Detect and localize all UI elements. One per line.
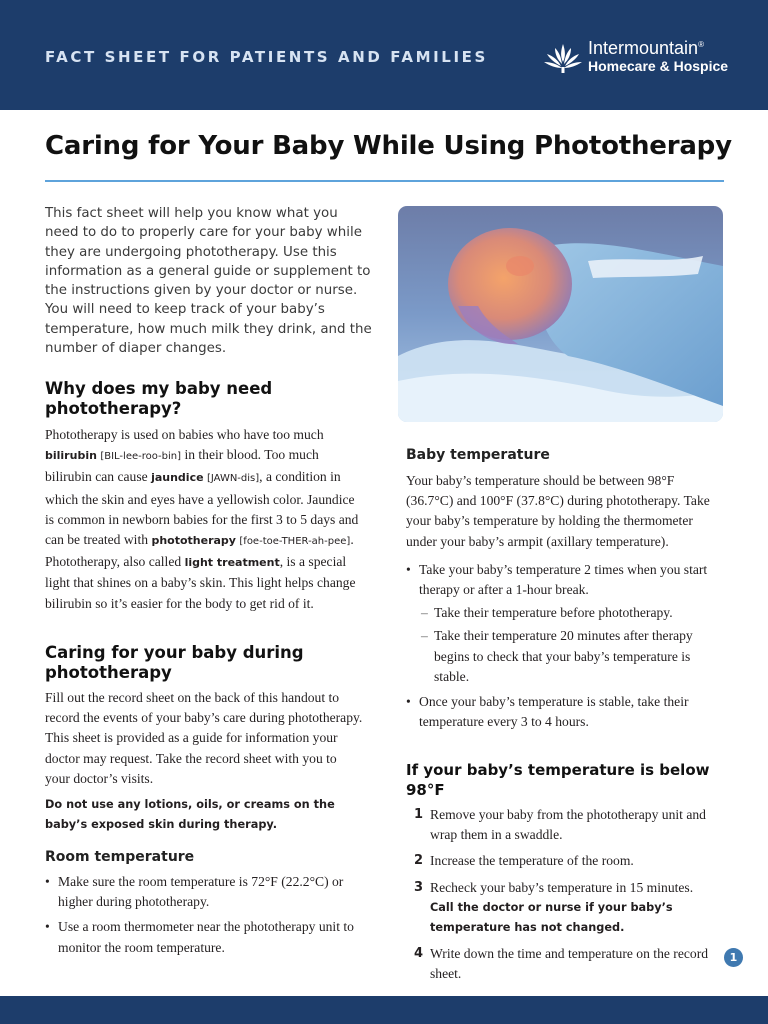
baby-phototherapy-photo (398, 206, 723, 422)
footer-bar (0, 996, 768, 1024)
list-item: 1 Remove your baby from the phototherapy unit and wrap them in a swaddle. (414, 807, 706, 843)
baby-temp-paragraph: Your baby’s temperature should be between 98°F (36.7°C) and 100°F (37.8°C) during phototherapy. Take your baby’s temperature by holding the thermometer under your baby’s armpit (axillary temperature). (406, 473, 710, 549)
baby-temp-section (406, 446, 724, 732)
header-bar (0, 0, 768, 110)
logo-subtitle: Homecare & Hospice (588, 58, 729, 74)
caring-section (45, 643, 365, 835)
page-title: Caring for Your Baby While Using Phototherapy (45, 131, 732, 161)
intro-paragraph: This fact sheet will help you know what you need to do to properly care for your baby while they are undergoing phototherapy. Use this information as a general guide or supplement to the instructions given by your doctor or nurse. You will need to keep track of your baby’s temperature, how much milk they drink, and the number of diaper changes. (45, 206, 372, 357)
why-paragraph: Phototherapy is used on babies who have too much bilirubin [BIL-lee-roo-bin] in their blood. Too much bilirubin can cause jaundice [JAWN-dis], a condition in which the skin and eyes have a yellowish color. Jaundice is common in newborn babies for the first 3 to 5 days and can be treated with phototherapy [foe-toe-THER-ah-pee]. Phototherapy, also called light treatment, is a special light that shines on a baby’s skin. This light helps change bilirubin so it’s easier for the body to get rid of it. (45, 427, 359, 611)
why-section (45, 379, 365, 614)
logo-name: Intermountain® (588, 38, 704, 58)
list-item: 3 Recheck your baby’s temperature in 15 minutes. Call the doctor or nurse if your baby’s temperature has not changed. (406, 878, 724, 938)
list-item: • Once your baby’s temperature is stable, take their temperature every 3 to 4 hours. (406, 692, 724, 732)
room-temp-heading: Room temperature (45, 849, 195, 865)
baby-temp-heading: Baby temperature (406, 447, 550, 463)
baby-photo-illustration (398, 206, 723, 422)
below-98-heading: If your baby’s temperature is below 98°F (406, 761, 710, 799)
why-heading: Why does my baby need phototherapy? (45, 379, 273, 418)
logo-figures-icon (542, 40, 584, 74)
page-number-badge: 1 (724, 948, 743, 967)
list-item: • Make sure the room temperature is 72°F (22.2°C) or higher during phototherapy. (45, 872, 365, 912)
title-divider (45, 180, 724, 182)
list-item: – Take their temperature before phototherapy. (406, 603, 724, 623)
intermountain-logo (542, 38, 742, 78)
header-tagline: FACT SHEET FOR PATIENTS AND FAMILIES (45, 48, 488, 66)
caring-heading: Caring for your baby during phototherapy (45, 643, 304, 682)
step-warning: Call the doctor or nurse if your baby’s temperature has not changed. (430, 900, 673, 934)
list-item: 4 Write down the time and temperature on the record sheet. (414, 945, 709, 982)
list-item: • Use a room thermometer near the phototherapy unit to monitor the room temperature. (45, 917, 365, 957)
caring-warning: Do not use any lotions, oils, or creams on the baby’s exposed skin during therapy. (45, 798, 335, 832)
list-item: • Take your baby’s temperature 2 times when you start therapy or after a 1-hour break. (406, 560, 724, 600)
list-item: 2 Increase the temperature of the room. (414, 853, 634, 869)
caring-paragraph: Fill out the record sheet on the back of this handout to record the events of your baby’s care during phototherapy. This sheet is provided as a guide for information your doctor may request. Take the record sheet with you to your doctor’s visits. (45, 690, 363, 786)
below-98-section (406, 760, 724, 984)
room-temp-section (45, 848, 365, 958)
list-item: – Take their temperature 20 minutes after therapy begins to check that your baby’s temperature is stable. (406, 626, 724, 687)
